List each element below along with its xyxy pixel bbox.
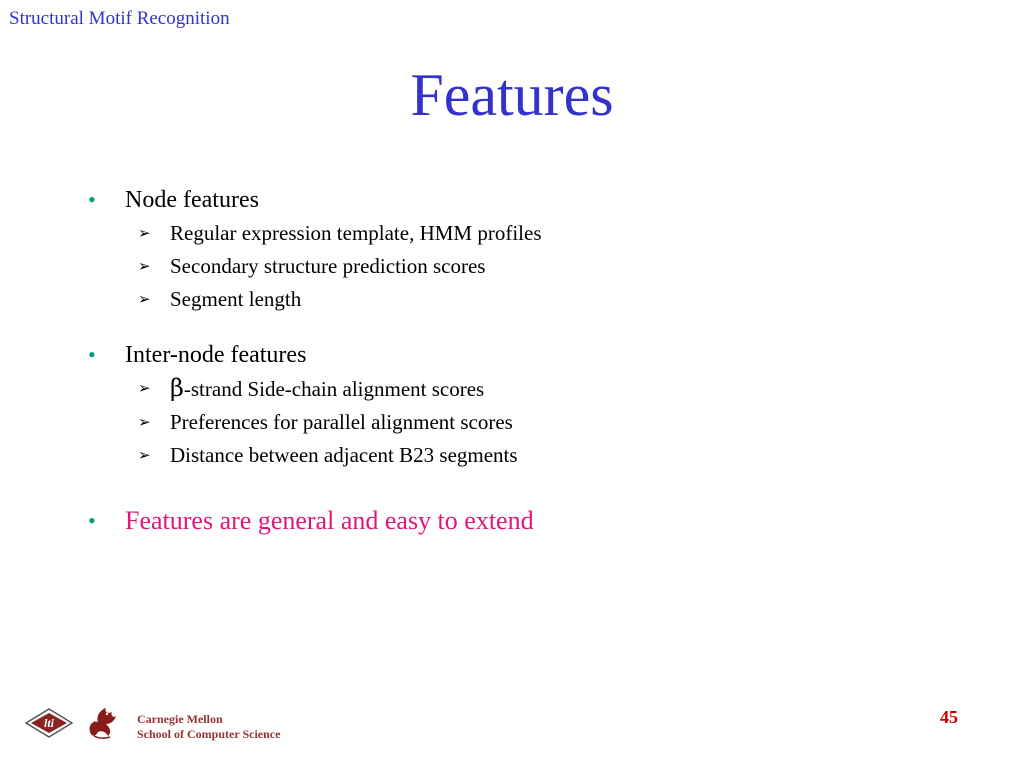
bullet-dot-icon: • [88, 508, 96, 533]
sub-bullet-list [88, 372, 988, 472]
arrow-bullet-icon: ➢ [138, 224, 151, 242]
bullet-item [88, 338, 988, 372]
sub-bullet-item [88, 283, 988, 316]
lti-logo [25, 708, 73, 743]
lti-logo-text: lti [43, 716, 55, 730]
arrow-bullet-icon: ➢ [138, 446, 151, 464]
highlight-statement: Features are general and easy to extend [125, 506, 534, 535]
bullet-label: Inter-node features [125, 342, 307, 368]
arrow-bullet-icon: ➢ [138, 379, 151, 397]
beta-symbol: β [170, 374, 184, 402]
arrow-bullet-icon: ➢ [138, 257, 151, 275]
sub-bullet-item [88, 372, 988, 406]
header-title: Structural Motif Recognition [9, 8, 230, 29]
sub-bullet-label: Regular expression template, HMM profiles [170, 221, 542, 245]
institution-line-2: School of Computer Science [137, 727, 281, 741]
sub-bullet-item [88, 439, 988, 472]
bullet-item [88, 183, 988, 217]
sub-bullet-list [88, 217, 988, 316]
bullet-dot-icon: • [88, 187, 96, 212]
dragon-logo-icon [82, 702, 122, 747]
bullet-item [88, 504, 988, 539]
sub-bullet-label: Distance between adjacent B23 segments [170, 443, 518, 467]
page-number: 45 [940, 707, 958, 727]
bullet-group-node-features [88, 183, 988, 316]
arrow-bullet-icon: ➢ [138, 413, 151, 431]
bullet-dot-icon: • [88, 342, 96, 367]
institution-name [137, 712, 280, 742]
sub-bullet-item [88, 250, 988, 283]
sub-bullet-label: -strand Side-chain alignment scores [183, 377, 485, 401]
sub-bullet-item [88, 217, 988, 250]
sub-bullet-item [88, 406, 988, 439]
bullet-group-inter-node-features [88, 338, 988, 472]
arrow-bullet-icon: ➢ [138, 290, 151, 308]
slide-title: Features [410, 62, 614, 128]
bullet-list [88, 183, 988, 557]
institution-line-1: Carnegie Mellon [137, 712, 223, 726]
bullet-label: Node features [125, 187, 259, 213]
sub-bullet-label: Segment length [170, 287, 302, 311]
footer [0, 700, 1024, 760]
sub-bullet-label: Preferences for parallel alignment scores [170, 410, 513, 434]
bullet-group-highlight [88, 504, 988, 539]
sub-bullet-label: Secondary structure prediction scores [170, 254, 486, 278]
